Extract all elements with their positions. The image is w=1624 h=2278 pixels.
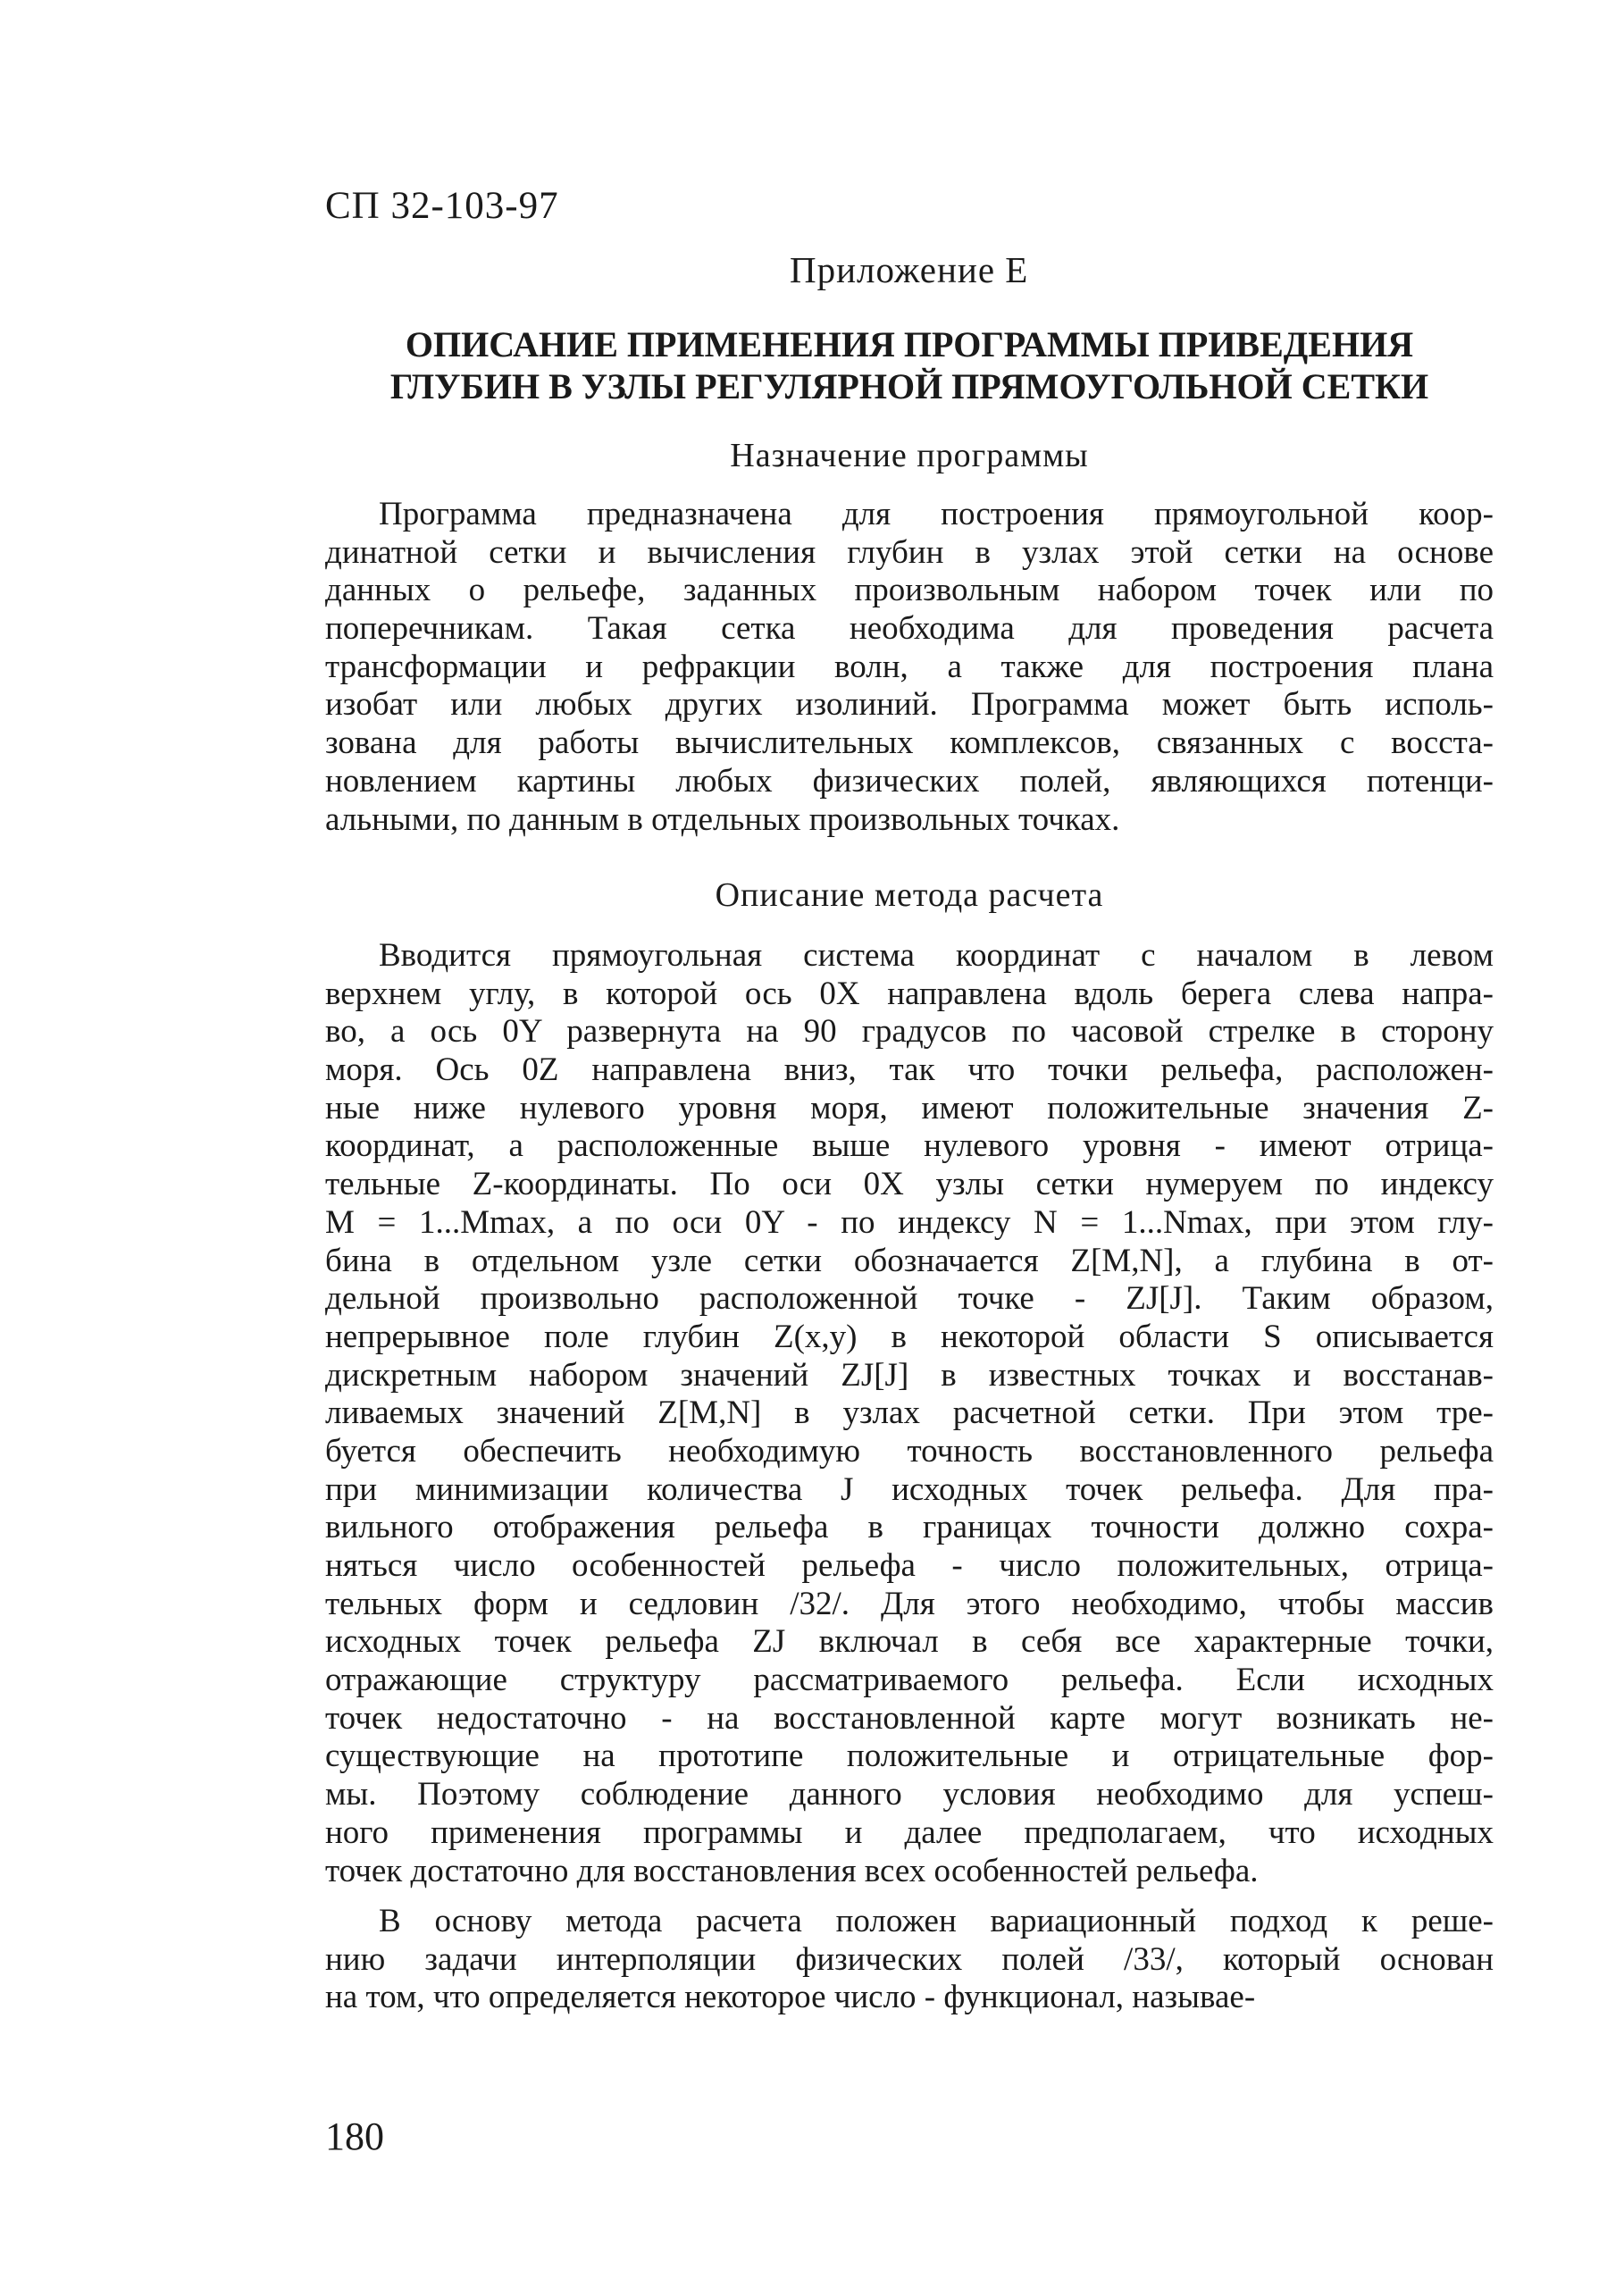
- text-line: отражающие структуру рассматриваемого рельефа. Если исходных: [325, 1662, 1494, 1699]
- text-line: нию задачи интерполяции физических полей /33/, который основан: [325, 1940, 1494, 1978]
- appendix-label: Приложение Е: [790, 249, 1029, 290]
- text-line: буется обеспечить необходимую точность восстановленного рельефа: [325, 1432, 1494, 1470]
- text-line: ливаемых значений Z[M,N] в узлах расчетной сетки. При этом тре-: [325, 1394, 1494, 1432]
- text-line: дельной произвольно расположенной точке - ZJ[J]. Таким образом,: [325, 1280, 1494, 1318]
- title-line: ГЛУБИН В УЗЛЫ РЕГУЛЯРНОЙ ПРЯМОУГОЛЬНОЙ СЕТКИ: [389, 366, 1429, 406]
- text-line: Программа предназначена для построения прямоугольной коор-: [379, 496, 1494, 532]
- text-line: трансформации и рефракции волн, а также для построения плана: [325, 648, 1494, 685]
- text-line: вильного отображения рельефа в границах точности должно сохра-: [325, 1509, 1494, 1546]
- text-line: ные ниже нулевого уровня моря, имеют положительные значения Z-: [325, 1089, 1494, 1126]
- text-line: точек достаточно для восстановления всех особенностей рельефа.: [325, 1852, 1259, 1889]
- text-line: поперечникам. Такая сетка необходима для проведения расчета: [325, 610, 1494, 648]
- paragraph-method-1: [325, 937, 1494, 1890]
- document-title: [325, 323, 1494, 407]
- text-line: верхнем углу, в которой ось 0X направлена вдоль берега слева напра-: [325, 975, 1494, 1012]
- paragraph-purpose: [325, 496, 1494, 839]
- text-line: точек недостаточно - на восстановленной карте могут возникать не-: [325, 1699, 1494, 1737]
- text-line: ного применения программы и далее предполагаем, что исходных: [325, 1813, 1494, 1851]
- section-heading-method: Описание метода расчета: [715, 876, 1104, 914]
- text-line: данных о рельефе, заданных произвольным набором точек или по: [325, 572, 1494, 609]
- text-line: мы. Поэтому соблюдение данного условия необходимо для успеш-: [325, 1776, 1494, 1813]
- text-line: при минимизации количества J исходных точек рельефа. Для пра-: [325, 1470, 1494, 1508]
- text-line: моря. Ось 0Z направлена вниз, так что точки рельефа, расположен-: [325, 1051, 1494, 1089]
- text-line: зована для работы вычислительных комплексов, связанных с восста-: [325, 724, 1494, 762]
- paragraph-method-2: [325, 1903, 1494, 2017]
- text-line: альными, по данным в отдельных произвольных точках.: [325, 800, 1120, 838]
- text-line: дискретным набором значений ZJ[J] в известных точках и восстанав-: [325, 1356, 1494, 1394]
- text-line: няться число особенностей рельефа - число положительных, отрица-: [325, 1547, 1494, 1584]
- text-line: Вводится прямоугольная система координат с началом в левом: [379, 937, 1494, 974]
- text-line: бина в отдельном узле сетки обозначается Z[M,N], а глубина в от-: [325, 1242, 1494, 1279]
- text-line: на том, что определяется некоторое число - функционал, называе-: [325, 1979, 1256, 2016]
- text-line: изобат или любых других изолиний. Программа может быть исполь-: [325, 686, 1494, 724]
- text-line: тельные Z-координаты. По оси 0X узлы сетки нумеруем по индексу: [325, 1166, 1494, 1203]
- page-number: 180: [325, 2115, 384, 2158]
- text-line: динатной сетки и вычисления глубин в узлах этой сетки на основе: [325, 533, 1494, 571]
- text-line: координат, а расположенные выше нулевого уровня - имеют отрица-: [325, 1127, 1494, 1165]
- document-code: СП 32-103-97: [325, 185, 559, 227]
- text-line: новлением картины любых физических полей, являющихся потенци-: [325, 762, 1494, 800]
- text-line: В основу метода расчета положен вариационный подход к реше-: [379, 1903, 1494, 1939]
- text-line: M = 1...Mmax, а по оси 0Y - по индексу N = 1...Nmax, при этом глу-: [325, 1203, 1494, 1241]
- text-line: тельных форм и седловин /32/. Для этого необходимо, чтобы массив: [325, 1585, 1494, 1622]
- text-line: существующие на прототипе положительные и отрицательные фор-: [325, 1738, 1494, 1775]
- title-line: ОПИСАНИЕ ПРИМЕНЕНИЯ ПРОГРАММЫ ПРИВЕДЕНИЯ: [405, 324, 1414, 364]
- text-line: непрерывное поле глубин Z(x,y) в некоторой области S описывается: [325, 1318, 1494, 1355]
- text-line: исходных точек рельефа ZJ включал в себя все характерные точки,: [325, 1623, 1494, 1661]
- section-heading-purpose: Назначение программы: [730, 437, 1089, 474]
- text-line: во, а ось 0Y развернута на 90 градусов по часовой стрелке в сторону: [325, 1013, 1494, 1051]
